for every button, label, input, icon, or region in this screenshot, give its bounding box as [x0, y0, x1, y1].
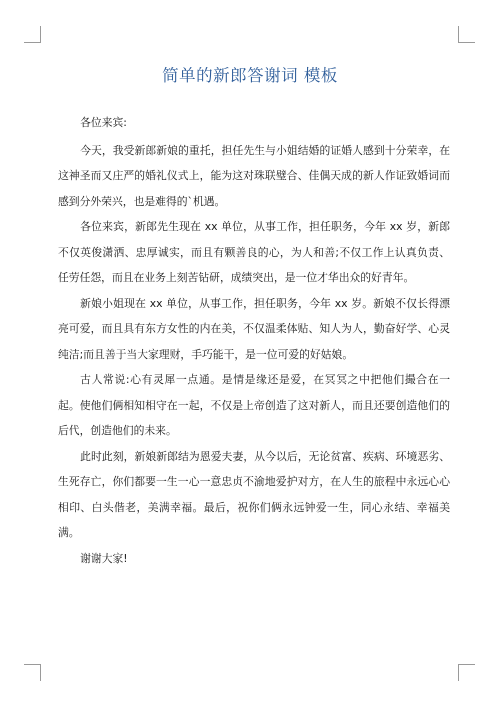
- crop-mark-top-right: [458, 26, 475, 43]
- paragraph-2: 各位来宾，新郎先生现在 xx 单位，从事工作，担任职务，今年 xx 岁，新郎不仅英俊潇洒、忠厚诚实，而且有颗善良的心，为人和善;不仅工作上认真负责、任劳任怨，而且在业务上刻苦钻研，成绩突出，是一位才华出众的好青年。: [58, 220, 450, 284]
- paragraph-4: 古人常说:心有灵犀一点通。是情是缘还是爱，在冥冥之中把他们撮合在一起。使他们俩相知相守在一起，不仅是上帝创造了这对新人，而且还要创造他们的后代，创造他们的未来。: [58, 373, 450, 437]
- paragraph-5: 此时此刻，新娘新郎结为恩爱夫妻，从今以后，无论贫富、疾病、环境恶劣、生死存亡，你们都要一生一心一意忠贞不渝地爱护对方，在人生的旅程中永远心心相印、白头偕老，美满幸福。最后，祝你们俩永远钟爱一生，同心永结、幸福美满。: [58, 449, 450, 539]
- closing-line: 谢谢大家!: [80, 551, 128, 565]
- crop-mark-bottom-left: [24, 664, 41, 681]
- greeting-line: 各位来宾:: [80, 116, 127, 129]
- paragraph-3: 新娘小姐现在 xx 单位，从事工作，担任职务，今年 xx 岁。新娘不仅长得漂亮可爱，而且具有东方女性的内在美，不仅温柔体贴、知人为人，勤奋好学、心灵纯洁;而且善于当大家理财，手巧能干，是一位可爱的好姑娘。: [58, 296, 450, 361]
- document-title: 简单的新郎答谢词 模板: [162, 66, 338, 85]
- paragraph-1: 今天，我受新郎新娘的重托，担任先生与小姐结婚的证婚人感到十分荣幸，在这神圣而又庄严的婚礼仪式上，能为这对珠联璧合、佳偶天成的新人作证致婚词而感到分外荣兴，也是难得的`机遇。: [58, 143, 450, 208]
- crop-mark-top-left: [24, 26, 41, 43]
- crop-mark-bottom-right: [458, 664, 475, 681]
- document-body: [58, 110, 450, 571]
